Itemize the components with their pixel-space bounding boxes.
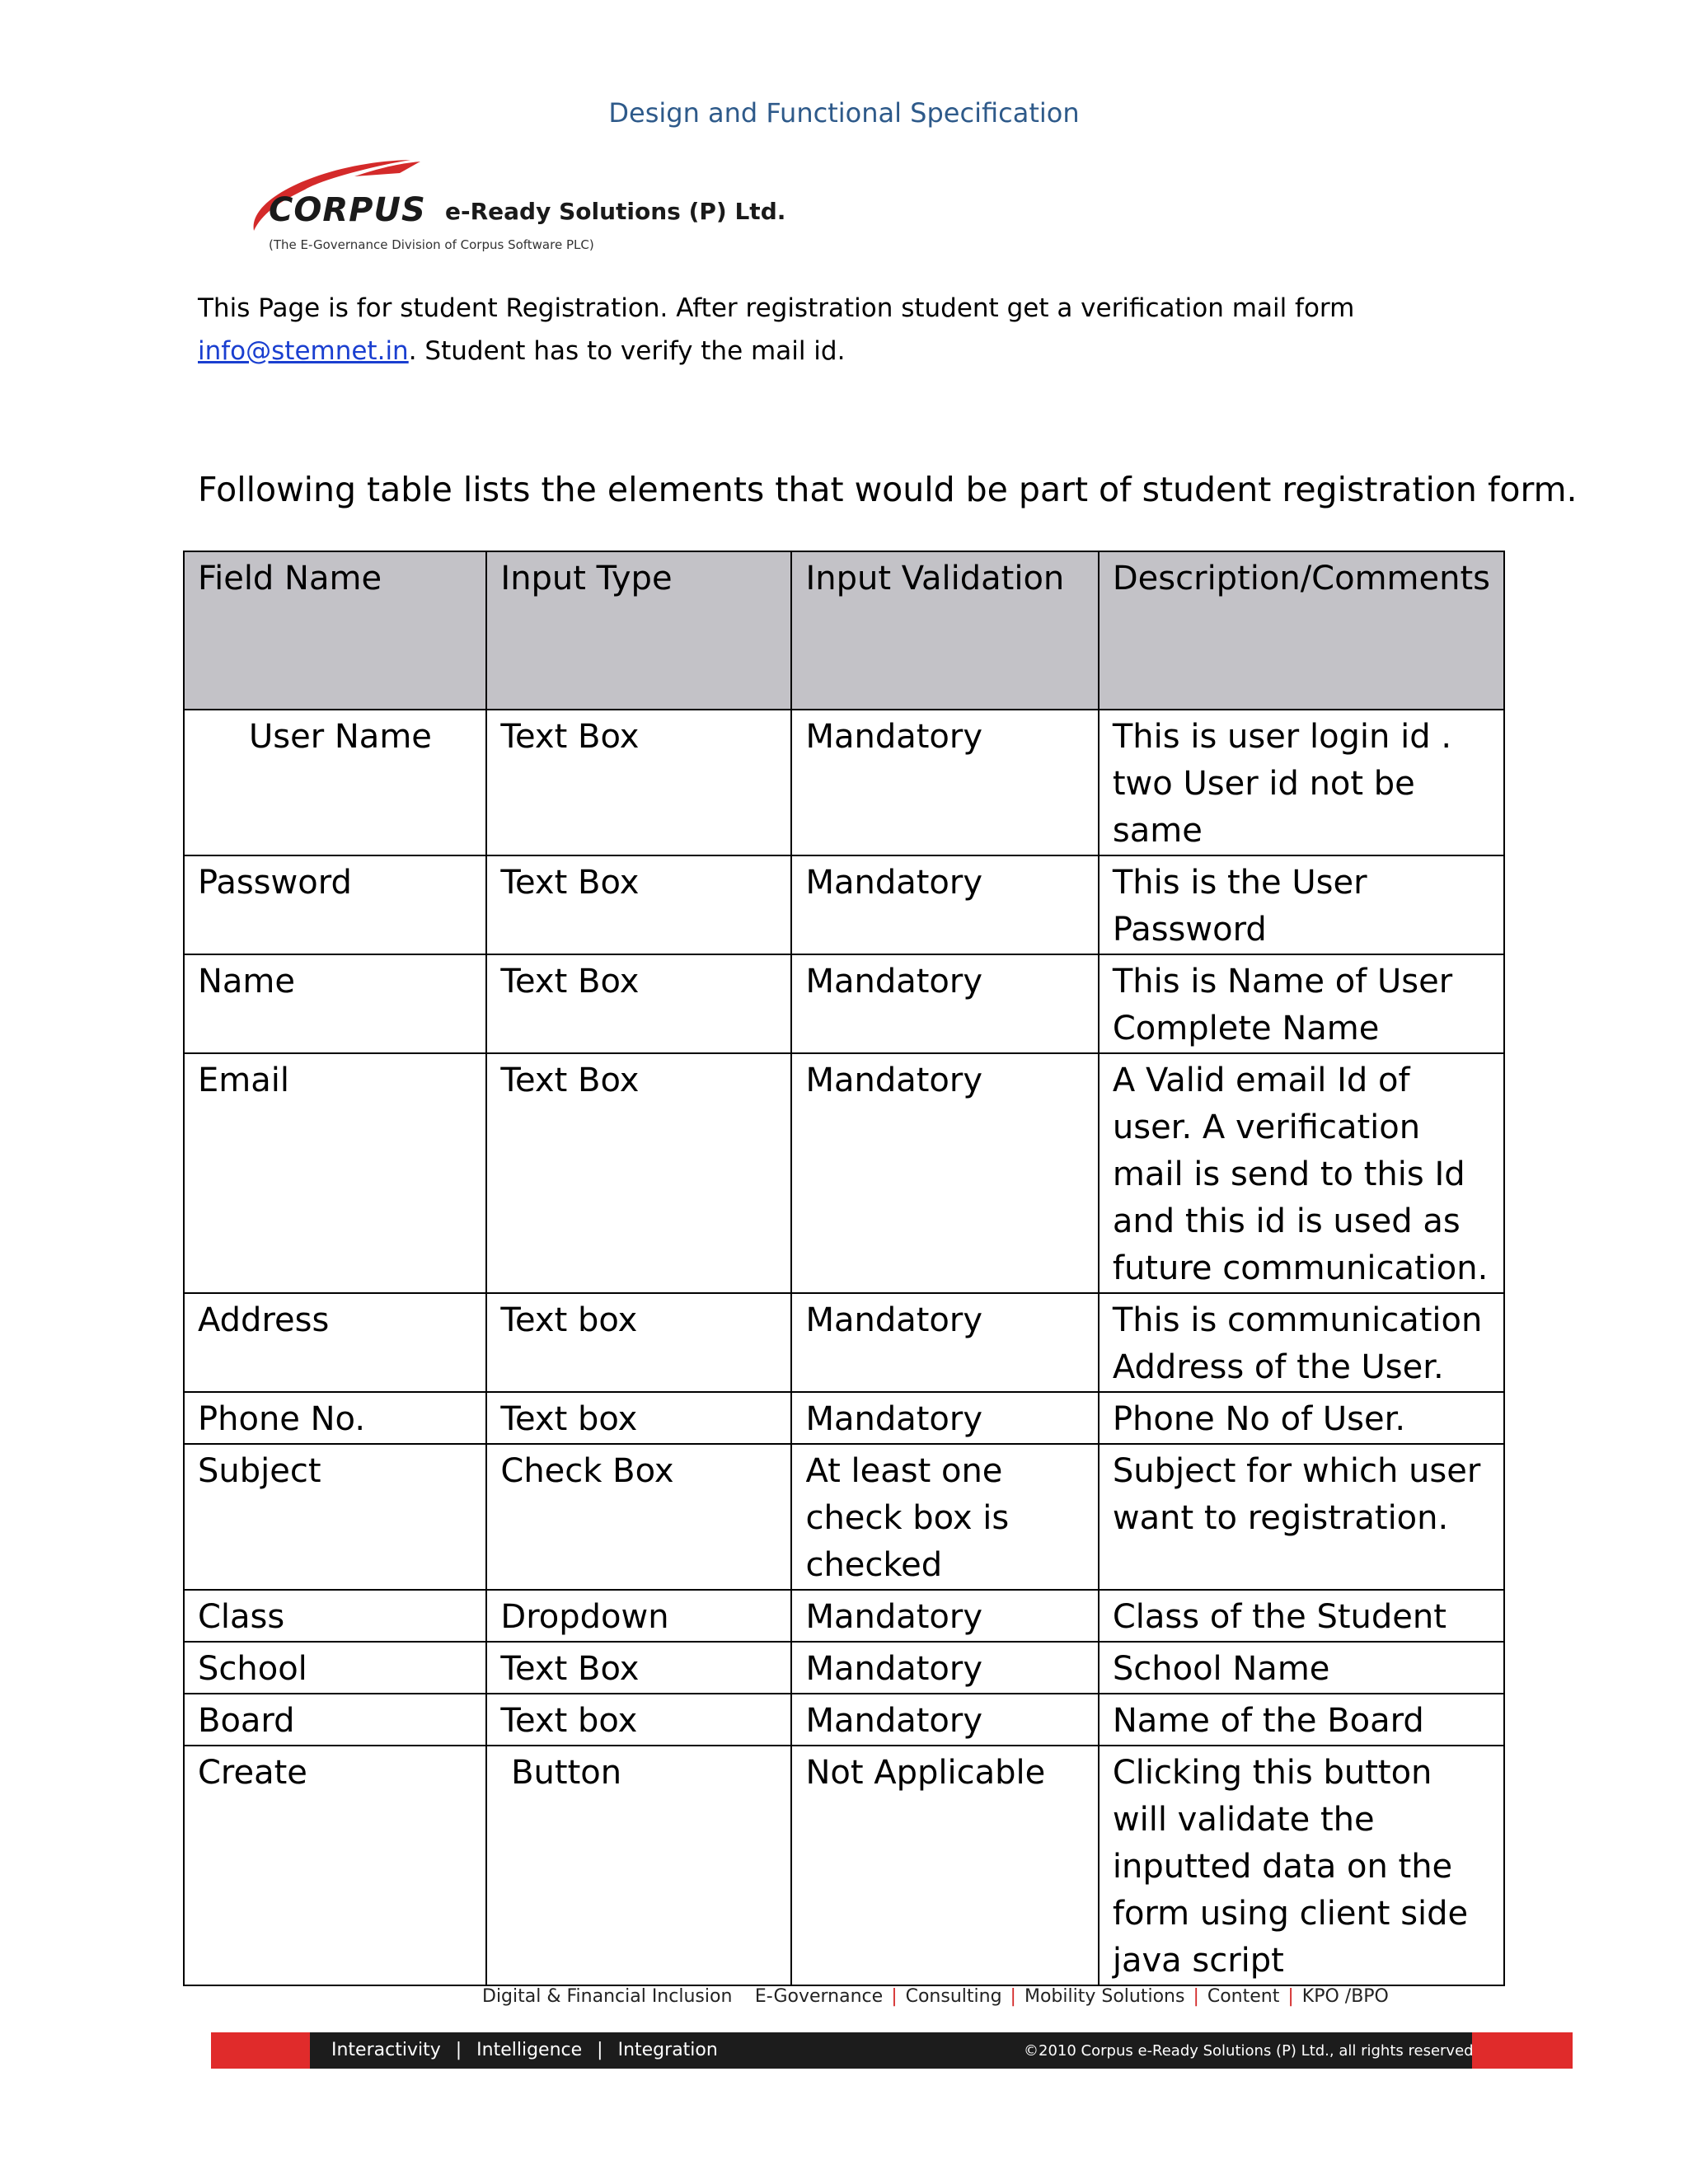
- cell-description: This is user login id . two User id not be same: [1099, 710, 1504, 855]
- table-row: [184, 1053, 1504, 1293]
- page-header-title: Design and Functional Specification: [608, 97, 1080, 129]
- cell-field-name: School: [184, 1642, 486, 1694]
- cell-validation: Not Applicable: [791, 1746, 1098, 1985]
- footer-link-content: Content: [1207, 1986, 1280, 2007]
- footer-link-digital-inclusion: Digital & Financial Inclusion: [482, 1986, 733, 2007]
- cell-field-name: Class: [184, 1590, 486, 1642]
- table-row: [184, 1694, 1504, 1746]
- cell-validation: Mandatory: [791, 1053, 1098, 1293]
- email-link[interactable]: info@stemnet.in: [198, 336, 409, 366]
- footer-link-mobility: Mobility Solutions: [1024, 1986, 1185, 2007]
- footer-link-kpo-bpo: KPO /BPO: [1301, 1986, 1389, 2007]
- cell-validation: Mandatory: [791, 954, 1098, 1053]
- cell-validation: Mandatory: [791, 855, 1098, 954]
- cell-description: Subject for which user want to registration.: [1099, 1444, 1504, 1590]
- cell-input-type: Button: [486, 1746, 791, 1985]
- logo-wordmark: CORPUS: [269, 191, 426, 229]
- cell-field-name: Name: [184, 954, 486, 1053]
- footer-copyright: ©2010 Corpus e-Ready Solutions (P) Ltd., all rights reserved: [1024, 2042, 1474, 2060]
- footer-taglines: Interactivity | Intelligence | Integration: [331, 2040, 718, 2060]
- cell-field-name: Create: [184, 1746, 486, 1985]
- cell-field-name: User Name: [184, 710, 486, 855]
- cell-description: Name of the Board: [1099, 1694, 1504, 1746]
- cell-validation: Mandatory: [791, 1590, 1098, 1642]
- cell-description: Class of the Student: [1099, 1590, 1504, 1642]
- cell-validation: Mandatory: [791, 1642, 1098, 1694]
- cell-validation: Mandatory: [791, 710, 1098, 855]
- cell-input-type: Text Box: [486, 1642, 791, 1694]
- cell-input-type: Text Box: [486, 1053, 791, 1293]
- table-lead-text: Following table lists the elements that would be part of student registration form.: [198, 470, 1578, 509]
- table-row: [184, 1642, 1504, 1694]
- table-row: [184, 1746, 1504, 1985]
- cell-description: School Name: [1099, 1642, 1504, 1694]
- table-header-row: [184, 551, 1504, 710]
- table-row: [184, 710, 1504, 855]
- company-logo: [231, 155, 824, 262]
- cell-input-type: Text box: [486, 1694, 791, 1746]
- table-row: [184, 954, 1504, 1053]
- footer-link-egovernance: E-Governance: [754, 1986, 884, 2007]
- header-input-validation: Input Validation: [791, 551, 1098, 710]
- cell-validation: At least one check box is checked: [791, 1444, 1098, 1590]
- footer-tag-integration: Integration: [617, 2040, 718, 2060]
- cell-field-name: Board: [184, 1694, 486, 1746]
- footer-tag-interactivity: Interactivity: [331, 2040, 441, 2060]
- cell-description: Clicking this button will validate the inputted data on the form using client side java script: [1099, 1746, 1504, 1985]
- logo-company-name: e-Ready Solutions (P) Ltd.: [445, 198, 786, 225]
- table-row: [184, 1293, 1504, 1392]
- cell-field-name: Email: [184, 1053, 486, 1293]
- logo-tagline: (The E-Governance Division of Corpus Software PLC): [269, 237, 594, 252]
- cell-description: A Valid email Id of user. A verification mail is send to this Id and this id is used as future communication.: [1099, 1053, 1504, 1293]
- cell-description: This is the User Password: [1099, 855, 1504, 954]
- cell-validation: Mandatory: [791, 1392, 1098, 1444]
- header-field-name: Field Name: [184, 551, 486, 710]
- cell-description: This is communication Address of the User.: [1099, 1293, 1504, 1392]
- intro-line-1: This Page is for student Registration. After registration student get a verification mail form: [198, 293, 1355, 323]
- footer-red-accent-right: [1472, 2032, 1573, 2069]
- cell-description: Phone No of User.: [1099, 1392, 1504, 1444]
- cell-validation: Mandatory: [791, 1694, 1098, 1746]
- cell-field-name: Address: [184, 1293, 486, 1392]
- cell-field-name: Phone No.: [184, 1392, 486, 1444]
- cell-input-type: Text box: [486, 1293, 791, 1392]
- header-input-type: Input Type: [486, 551, 791, 710]
- intro-line-2: . Student has to verify the mail id.: [408, 336, 846, 366]
- cell-input-type: Check Box: [486, 1444, 791, 1590]
- footer-tag-intelligence: Intelligence: [476, 2040, 583, 2060]
- table-row: [184, 1590, 1504, 1642]
- cell-input-type: Text Box: [486, 954, 791, 1053]
- footer-red-accent-left: [211, 2032, 310, 2069]
- footer-service-links: Digital & Financial Inclusion E-Governance | Consulting | Mobility Solutions | Content | KPO /BPO: [482, 1986, 1389, 2007]
- cell-field-name: Subject: [184, 1444, 486, 1590]
- cell-validation: Mandatory: [791, 1293, 1098, 1392]
- table-row: [184, 1444, 1504, 1590]
- cell-input-type: Dropdown: [486, 1590, 791, 1642]
- cell-input-type: Text Box: [486, 855, 791, 954]
- cell-field-name: Password: [184, 855, 486, 954]
- cell-description: This is Name of User Complete Name: [1099, 954, 1504, 1053]
- header-description: Description/Comments: [1099, 551, 1504, 710]
- intro-paragraph: [198, 287, 1517, 373]
- table-row: [184, 1392, 1504, 1444]
- table-row: [184, 855, 1504, 954]
- cell-input-type: Text Box: [486, 710, 791, 855]
- cell-input-type: Text box: [486, 1392, 791, 1444]
- footer-link-consulting: Consulting: [905, 1986, 1002, 2007]
- registration-fields-table: [183, 551, 1505, 1986]
